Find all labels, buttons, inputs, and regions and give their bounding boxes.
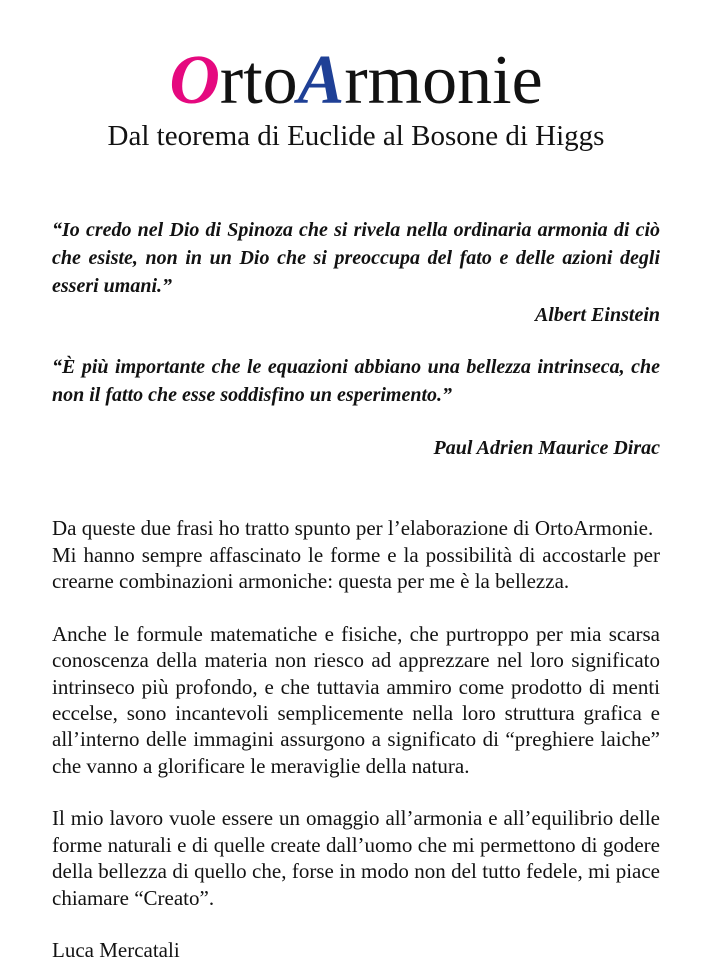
signature: Luca Mercatali <box>52 938 180 963</box>
title-letter-a: A <box>297 42 345 119</box>
quote-dirac-author: Paul Adrien Maurice Dirac <box>433 437 660 460</box>
quote-einstein-author: Albert Einstein <box>534 304 660 327</box>
paragraph-intro-line1: Da queste due frasi ho tratto spunto per l’elaborazione di OrtoArmonie. <box>52 516 654 541</box>
title-part-rmonie: rmonie <box>344 42 543 119</box>
paragraph-intro <box>52 515 660 594</box>
body-section <box>52 515 660 963</box>
quote-einstein-text: “Io credo nel Dio di Spinoza che si rivela nella ordinaria armonia di ciò che esiste, non in un Dio che si preoccupa del fato e delle azioni degli esseri umani.” <box>52 219 660 297</box>
paragraph-lavoro: Il mio lavoro vuole essere un omaggio all’armonia e all’equilibrio delle forme naturali e di quelle create dall’uomo che mi permettono di godere della bellezza di quello che, forse in modo non del tutto fedele, mi piace chiamare “Creato”. <box>52 806 660 910</box>
page-subtitle: Dal teorema di Euclide al Bosone di Higgs <box>107 120 605 152</box>
quote-einstein <box>52 217 660 328</box>
quote-dirac <box>52 354 660 461</box>
paragraph-formule: Anche le formule matematiche e fisiche, che purtroppo per mia scarsa conoscenza della materia non riesco ad apprezzare nel loro significato intrinseco più profondo, e che tuttavia ammiro come prodotto di menti eccelse, sono incantevoli semplicemente nella loro struttura grafica e all’interno delle immagini assurgono a significato di “preghiere laiche” che vanno a glorificare le meraviglie della natura. <box>52 621 660 778</box>
title-letter-o: O <box>169 42 220 119</box>
quote-dirac-text: “È più importante che le equazioni abbiano una bellezza intrinseca, che non il fatto che esse soddisfino un esperimento.” <box>52 356 660 406</box>
title-part-rto: rto <box>219 42 298 119</box>
page-title <box>52 38 660 119</box>
quotes-section <box>52 217 660 461</box>
paragraph-intro-line2: Mi hanno sempre affascinato le forme e la possibilità di accostarle per crearne combinazioni armoniche: questa per me è la bellezza. <box>52 542 660 594</box>
